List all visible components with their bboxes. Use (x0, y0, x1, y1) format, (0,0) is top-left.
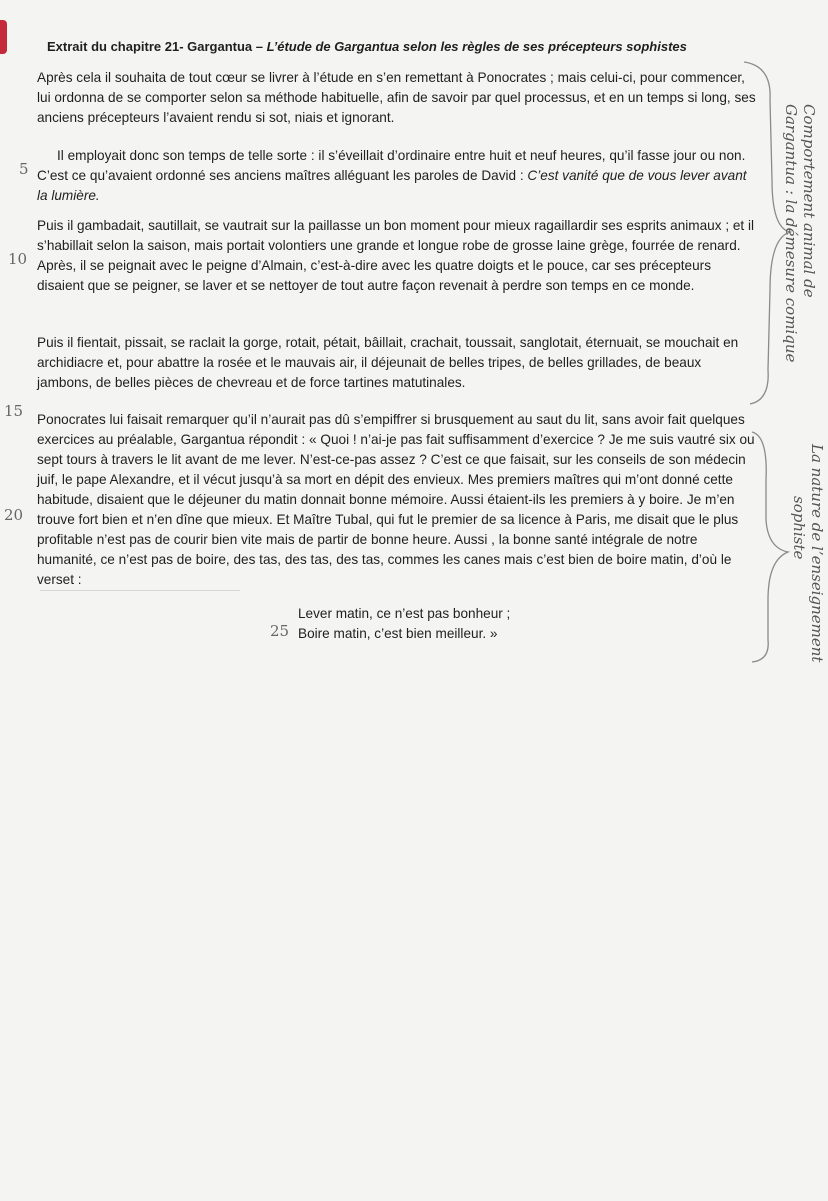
line-number-25: 25 (270, 622, 290, 640)
annotation-1-line-2: Gargantua : la démesure comique (782, 104, 800, 363)
line-number-20: 20 (4, 506, 24, 524)
line-number-15: 15 (4, 402, 24, 420)
brace-bottom (752, 432, 788, 662)
verse-line-1: Lever matin, ce n’est pas bonheur ; (298, 606, 511, 621)
paragraph-1-text: Après cela il souhaita de tout cœur se livrer à l’étude en s’en remettant à Ponocrates ; mais celui-ci, pour commencer, lui ordonna de se comporter selon sa méthode habituelle, afin de savoir par quel processus, et en un temps si long, ses anciens précepteurs l’avaient rendu si sot, niais et ignorant. (37, 70, 756, 125)
verse-line-2: Boire matin, c’est bien meilleur. » (298, 626, 498, 641)
annotation-1-line-1: Comportement animal de (800, 104, 818, 298)
paragraph-2-main: Il employait donc son temps de telle sorte : il s’éveillait d’ordinaire entre huit et neuf heures, qu’il fasse jour ou non. C’est ce qu’avaient ordonné ses anciens maîtres alléguant les paroles de David : (37, 148, 746, 183)
paragraph-4-text: Puis il fientait, pissait, se raclait la gorge, rotait, pétait, bâillait, crachait, toussait, sanglotait, éternuait, se mouchait en archidiacre et, pour abattre la rosée et le mauvais air, il déjeunait de belles tripes, de belles grillades, de beaux jambons, de belles pièces de chevreau et de force tartines matutinales. (37, 335, 739, 390)
david-quote: C’est vanité que de vous lever avant la lumière. (37, 168, 747, 203)
title-prefix: Extrait du chapitre 21- Gargantua – (47, 39, 267, 54)
line-number-5: 5 (19, 160, 29, 178)
annotation-2-line-2: sophiste (790, 496, 808, 560)
paragraph-5-text: Ponocrates lui faisait remarquer qu’il n’aurait pas dû s’empiffrer si brusquement au saut du lit, sans avoir fait quelques exercices au préalable, Gargantua répondit : « Quoi ! n’ai-je pas fait suffisamment d’exercice ? Je me suis vautré six ou sept tours à travers le lit avant de me lever. N’est-ce-pas assez ? C’est ce que faisait, sur les conseils de son médecin juif, le pape Alexandre, et il vécut jusqu’à sa mort en dépit des envieux. Mes premiers maîtres qui m’ont donné cette habitude, disaient que le déjeuner du matin donnait bonne mémoire. Aussi étaient-ils les premiers à y boire. Je m’en trouve fort bien et n’en dîne que mieux. Et Maître Tubal, qui fut le premier de sa licence à Paris, me disait que le plus profitable n’est pas de courir bien vite mais de partir de bonne heure. Aussi , la bonne santé intégrale de notre humanité, ce n’est pas de boire, des tas, des tas, des tas, commes les canes mais c’est bien de boire matin, d’où le verset : (37, 412, 755, 587)
paragraph-3-text: Puis il gambadait, sautillait, se vautrait sur la paillasse un bon moment pour mieux ragaillardir ses esprits animaux ; et il s’habillait selon la saison, mais portait volontiers une grande et longue robe de grosse laine grège, fourrée de renard. Après, il se peignait avec le peigne d’Almain, c’est-à-dire avec les quatre doigts et le pouce, car ses précepteurs disaient que se peigner, se laver et se nettoyer de tout autre façon revenait à perdre son temps en ce monde. (37, 218, 755, 293)
line-number-10: 10 (8, 250, 28, 268)
annotation-2-line-1: La nature de l’enseignement (808, 444, 826, 663)
title-italic: L’étude de Gargantua selon les règles de ses précepteurs sophistes (266, 39, 687, 54)
